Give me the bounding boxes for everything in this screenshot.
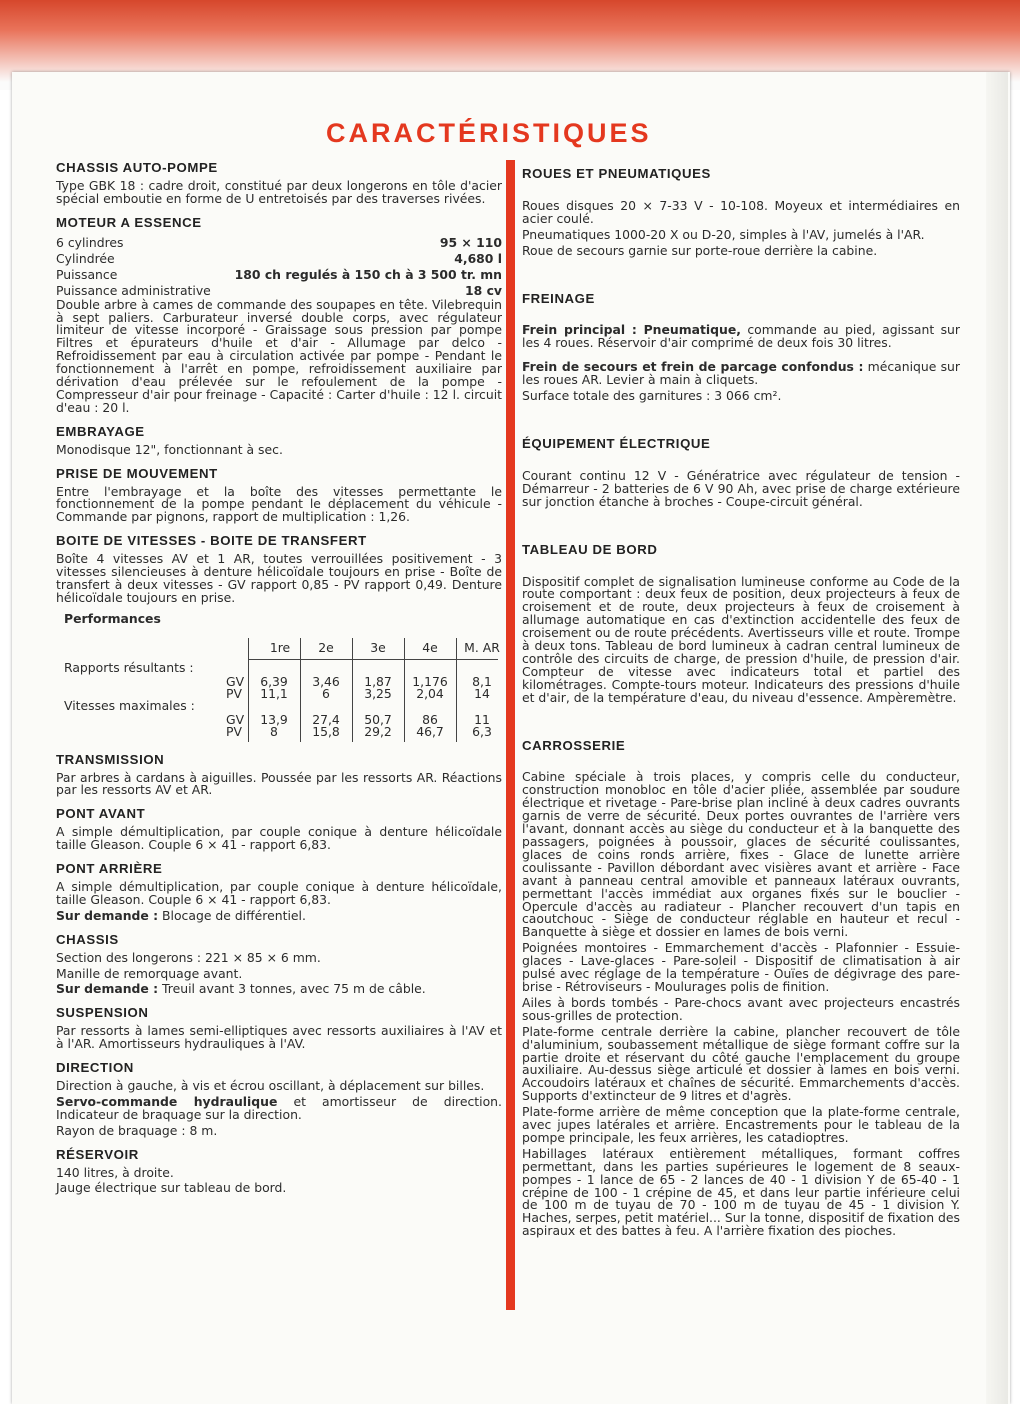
section-heading: CARROSSERIE — [522, 737, 626, 753]
perf-cell: 1,176 — [412, 673, 448, 689]
section-boite — [56, 535, 502, 605]
section-text: Ailes à bords tombés - Pare-chocs avant avec projecteurs encastrés sous-grilles de protection. — [522, 994, 960, 1023]
frein-secours-text: mécanique sur les roues AR. Levier à main à cliquets. — [522, 359, 961, 388]
section-reservoir — [56, 1146, 502, 1196]
spec-value: 180 ch regulés à 150 ch à 3 500 tr. mn — [234, 266, 502, 282]
section-heading: MOTEUR A ESSENCE — [56, 214, 202, 230]
section-text: Plate-forme centrale derrière la cabine, plancher recouvert de tôle d'aluminium, soubassement métallique de siège formant coffre sur la partie droite et réservant du côté gauche l'emplacement du groupe auxiliaire. Au-dessus siège articulé et dossier à lames en bois verni. Accoudoirs latéraux et chaînes de sécurité. Emmarchements d'accès. Supports d'extincteur de 9 litres et d'agrès. — [522, 1023, 960, 1104]
section-heading: PONT AVANT — [56, 806, 146, 822]
section-text: Plate-forme arrière de même conception que la plate-forme centrale, avec jupes latérales et arrière. Encastrements pour le tableau de la pompe principale, les feux arrières, les catadioptres. — [522, 1104, 960, 1145]
perf-cell: 3,46 — [312, 673, 340, 689]
perf-cell: 6,3 — [472, 723, 492, 739]
section-text: Entre l'embrayage et la boîte des vitesses permettante le fonctionnement de la pompe pendant le déplacement du véhicule - Commande par pignons, rapport de multiplication : 1,26. — [56, 483, 502, 525]
section-text: Surface totale des garnitures : 3 066 cm². — [522, 388, 782, 404]
servo-text: et amortisseur de direction. Indicateur de braquage sur la direction. — [56, 1093, 502, 1122]
section-suspension — [56, 1007, 502, 1051]
section-tableau — [522, 541, 960, 705]
perf-label-rapports: Rapports résultants : — [64, 659, 194, 675]
section-text: Jauge électrique sur tableau de bord. — [56, 1180, 287, 1196]
section-text: Manille de remorquage avant. — [56, 965, 243, 981]
perf-cell: 27,4 — [312, 711, 340, 727]
section-pont-avant — [56, 808, 502, 852]
spec-label: Puissance — [56, 266, 118, 282]
section-text: Direction à gauche, à vis et écrou oscillant, à déplacement sur billes. — [56, 1077, 485, 1093]
spec-value: 18 cv — [465, 282, 502, 298]
section-prise — [56, 465, 502, 525]
perf-cell: 6 — [322, 685, 330, 701]
perf-cell: 13,9 — [260, 711, 288, 727]
servo-label: Servo-commande hydraulique — [56, 1093, 278, 1109]
section-text: Par arbres à cardans à aiguilles. Poussée par les ressorts AR. Réactions par les ressorts AV et AR. — [56, 769, 502, 798]
section-text: Cabine spéciale à trois places, y compris celle du conducteur, construction monobloc en tôle d'acier pliée, assemblée par soudure électrique et rivetage - Pare-brise plan incliné à deux cadres ouvrants garnis de verre de sécurité. Deux portes ouvrantes de l'arrière vers l'avant, donnant accès au siège du conducteur et à la banquette des passagers, poignées à poussoir, glaces de sécurité coulissantes, glaces de coins ronds arrière, fixes - Glace de lunette arrière coulissante - Pavillon débordant avec visières avant et arrière - Face avant à panneau central amovible et panneaux latéraux ouvrants, permettant l'accès immédiat aux organes fixés sur le bouclier - Opercule d'accès au radiateur - Plancher recouvert d'un tapis en caoutchouc - Siège de conducteur réglable en hauteur et recul - Banquette à siège et dossier en lames de bois verni. — [522, 769, 960, 940]
section-freinage — [522, 290, 961, 404]
perf-cell: 11 — [474, 711, 490, 727]
section-text — [522, 361, 960, 387]
section-text — [522, 324, 960, 350]
section-heading: ROUES ET PNEUMATIQUES — [522, 166, 711, 181]
section-carrosserie — [522, 737, 960, 1239]
perf-cell: 1,87 — [364, 673, 392, 689]
section-heading: ÉQUIPEMENT ÉLECTRIQUE — [522, 435, 711, 451]
perf-cell: 46,7 — [416, 723, 444, 739]
section-text: A simple démultiplication, par couple conique à denture hélicoïdale, taille Gleason. Couple 6 × 41 - rapport 6,83. — [56, 879, 502, 907]
perf-cell: 3,25 — [364, 685, 392, 701]
perf-header: 4e — [422, 639, 438, 655]
section-heading: BOITE DE VITESSES - BOITE DE TRANSFERT — [56, 533, 367, 549]
perf-row-tag: GV — [226, 711, 245, 727]
sur-demande-label: Sur demande : — [56, 981, 159, 997]
perf-cell: 50,7 — [364, 711, 392, 727]
section-heading: DIRECTION — [56, 1060, 134, 1076]
section-text: Type GBK 18 : cadre droit, constitué par deux longerons en tôle d'acier spécial emboutie en forme de U entretoisés par des traverses rivées. — [56, 177, 502, 206]
perf-row-tag: GV — [226, 673, 245, 689]
section-text: Habillages latéraux entièrement métalliques, formant coffres permettant, dans les parties supérieures le logement de 8 seaux-pompes - 1 lance de 65 - 2 lances de 40 - 1 division Y de 65-40 - 1 crépine de 100 - 1 crépine de 45, et dans leur partie inférieure celui de 100 m de tuyau de 70 - 100 m de tuyau de 45 - 1 division Y. Haches, serpes, petit matériel... Sur la tonne, dispositif de fixation des aspiraux et des battes à feu. A l'arrière fixation des pioches. — [522, 1145, 960, 1239]
section-pont-arriere — [56, 863, 502, 923]
section-text: Dispositif complet de signalisation lumineuse conforme au Code de la route comportant : deux feux de position, deux projecteurs à feux de croisement et de route, deux projecteurs à feux de croisement à allumage automatique en cas d'extinction accidentelle des feux de croisement ou de route précédents. Avertisseurs ville et route. Trompe à deux tons. Tableau de bord lumineux à cadran central lumineux de contrôle des circuits de charge, de pression d'huile, de pression d'air. Compteur de vitesse avec indicateurs total et partiel des kilométrages. Compte-tours moteur. Indicateurs des pressions d'huile et d'air, de la température d'eau, du niveau d'essence. Ampèremètre. — [522, 573, 960, 705]
frein-principal-label: Frein principal : Pneumatique, — [522, 322, 741, 338]
section-roues — [522, 168, 960, 258]
perf-cell: 14 — [474, 685, 490, 701]
paper-edge — [986, 72, 1008, 1404]
section-embrayage — [56, 423, 502, 457]
section-heading: TABLEAU DE BORD — [522, 541, 658, 557]
frein-principal-text: commande au pied, agissant sur les 4 roues. Réservoir d'air comprimé de deux fois 30 litres. — [522, 322, 960, 351]
section-heading: SUSPENSION — [56, 1005, 149, 1021]
performances-title: Performances — [64, 610, 161, 626]
perf-header: M. AR — [464, 639, 500, 655]
section-text: Courant continu 12 V - Génératrice avec régulateur de tension - Démarreur - 2 batteries de 6 V 90 Ah, avec prise de charge extérieure sur jonction étanche à broches - Coupe-circuit général. — [522, 467, 960, 509]
section-text — [56, 983, 502, 996]
section-text — [56, 1093, 502, 1122]
section-transmission — [56, 751, 502, 798]
perf-row-tag: PV — [226, 685, 242, 701]
section-text: Roues disques 20 × 7-33 V - 10-108. Moyeux et intermédiaires en acier coulé. — [522, 197, 960, 226]
section-text: Double arbre à cames de commande des soupapes en tête. Vilebrequin à sept paliers. Carburateur inversé double corps, avec régulateur limiteur de vitesse incorporé - Graissage sous pression par pompe Filtres et épurateurs d'huile et d'air - Allumage par delco - Refroidissement par eau à circulation activée par pompe - Pendant le fonctionnement à l'arrêt en pompe, refroidissement auxiliaire par dérivation d'eau prélevée sur le refoulement de la pompe - Compresseur d'air pour freinage - Capacité : Carter d'huile : 12 l. circuit d'eau : 20 l. — [56, 296, 502, 415]
spec-row — [56, 267, 502, 283]
section-text: Roue de secours garnie sur porte-roue derrière la cabine. — [522, 242, 878, 258]
section-text: Rayon de braquage : 8 m. — [56, 1122, 218, 1138]
section-heading: EMBRAYAGE — [56, 423, 145, 439]
left-column — [56, 162, 502, 1198]
sur-demande-label: Sur demande : — [56, 907, 159, 923]
sur-demande-text: Blocage de différentiel. — [162, 907, 306, 923]
perf-cell: 8,1 — [472, 673, 492, 689]
section-text: Section des longerons : 221 × 85 × 6 mm. — [56, 949, 321, 965]
perf-header: 3e — [370, 639, 386, 655]
spec-label: 6 cylindres — [56, 234, 124, 250]
section-text: 140 litres, à droite. — [56, 1164, 174, 1180]
section-direction — [56, 1062, 502, 1138]
section-text — [56, 907, 502, 923]
spec-label: Cylindrée — [56, 250, 115, 266]
section-electrique — [522, 435, 960, 509]
section-text: Boîte 4 vitesses AV et 1 AR, toutes verrouillées positivement - 3 vitesses silencieuses à denture hélicoïdale toujours en prise - Boîte de transfert à deux vitesses - GV rapport 0,85 - PV rapport 0,49. Denture hélicoïdale toujours en prise. — [56, 551, 502, 605]
spec-row — [56, 235, 502, 251]
section-heading: PRISE DE MOUVEMENT — [56, 465, 218, 481]
perf-cell: 86 — [422, 711, 438, 727]
perf-row-tag: PV — [226, 723, 242, 739]
section-heading: FREINAGE — [522, 290, 595, 306]
right-column — [522, 168, 960, 1241]
performances-table — [64, 626, 502, 746]
spec-label: Puissance administrative — [56, 282, 211, 298]
section-text: A simple démultiplication, par couple conique à denture hélicoïdale taille Gleason. Couple 6 × 41 - rapport 6,83. — [56, 824, 502, 853]
section-chassis-pompe — [56, 162, 502, 206]
perf-cell: 15,8 — [312, 723, 340, 739]
section-heading: CHASSIS — [56, 931, 119, 947]
perf-cell: 2,04 — [416, 685, 444, 701]
section-heading: CHASSIS AUTO-POMPE — [56, 160, 218, 175]
perf-label-vitesses: Vitesses maximales : — [64, 697, 195, 713]
section-text: Par ressorts à lames semi-elliptiques avec ressorts auxiliaires à l'AV et à l'AR. Amortisseurs hydrauliques à l'AV. — [56, 1023, 502, 1052]
section-chassis — [56, 931, 502, 997]
spec-value: 4,680 l — [454, 250, 502, 266]
section-heading: RÉSERVOIR — [56, 1146, 139, 1162]
section-text: Poignées montoires - Emmarchement d'accès - Plafonnier - Essuie-glaces - Lave-glaces - Pare-soleil - Dispositif de climatisation à air pulsé avec réglage de la température - Ouïes de dégivrage des pare-brise - Rétroviseurs - Moulurages polis de finition. — [522, 940, 960, 994]
sur-demande-text: Treuil avant 3 tonnes, avec 75 m de câble. — [162, 981, 426, 997]
perf-cell: 29,2 — [364, 723, 392, 739]
perf-cell: 8 — [270, 723, 278, 739]
section-text: Monodisque 12", fonctionnant à sec. — [56, 441, 283, 457]
section-heading: PONT ARRIÈRE — [56, 861, 163, 877]
section-text: Pneumatiques 1000-20 X ou D-20, simples à l'AV, jumelés à l'AR. — [522, 226, 925, 242]
perf-header: 2e — [318, 639, 334, 655]
perf-header: 1re — [269, 639, 291, 655]
page-title: CARACTÉRISTIQUES — [326, 118, 652, 148]
perf-cell: 6,39 — [260, 673, 288, 689]
perf-cell: 11,1 — [260, 685, 288, 701]
section-moteur — [56, 214, 502, 415]
spec-value: 95 × 110 — [439, 234, 502, 250]
spec-row — [56, 251, 502, 267]
section-heading: TRANSMISSION — [56, 751, 165, 767]
frein-secours-label: Frein de secours et frein de parcage confondus : — [522, 359, 864, 375]
